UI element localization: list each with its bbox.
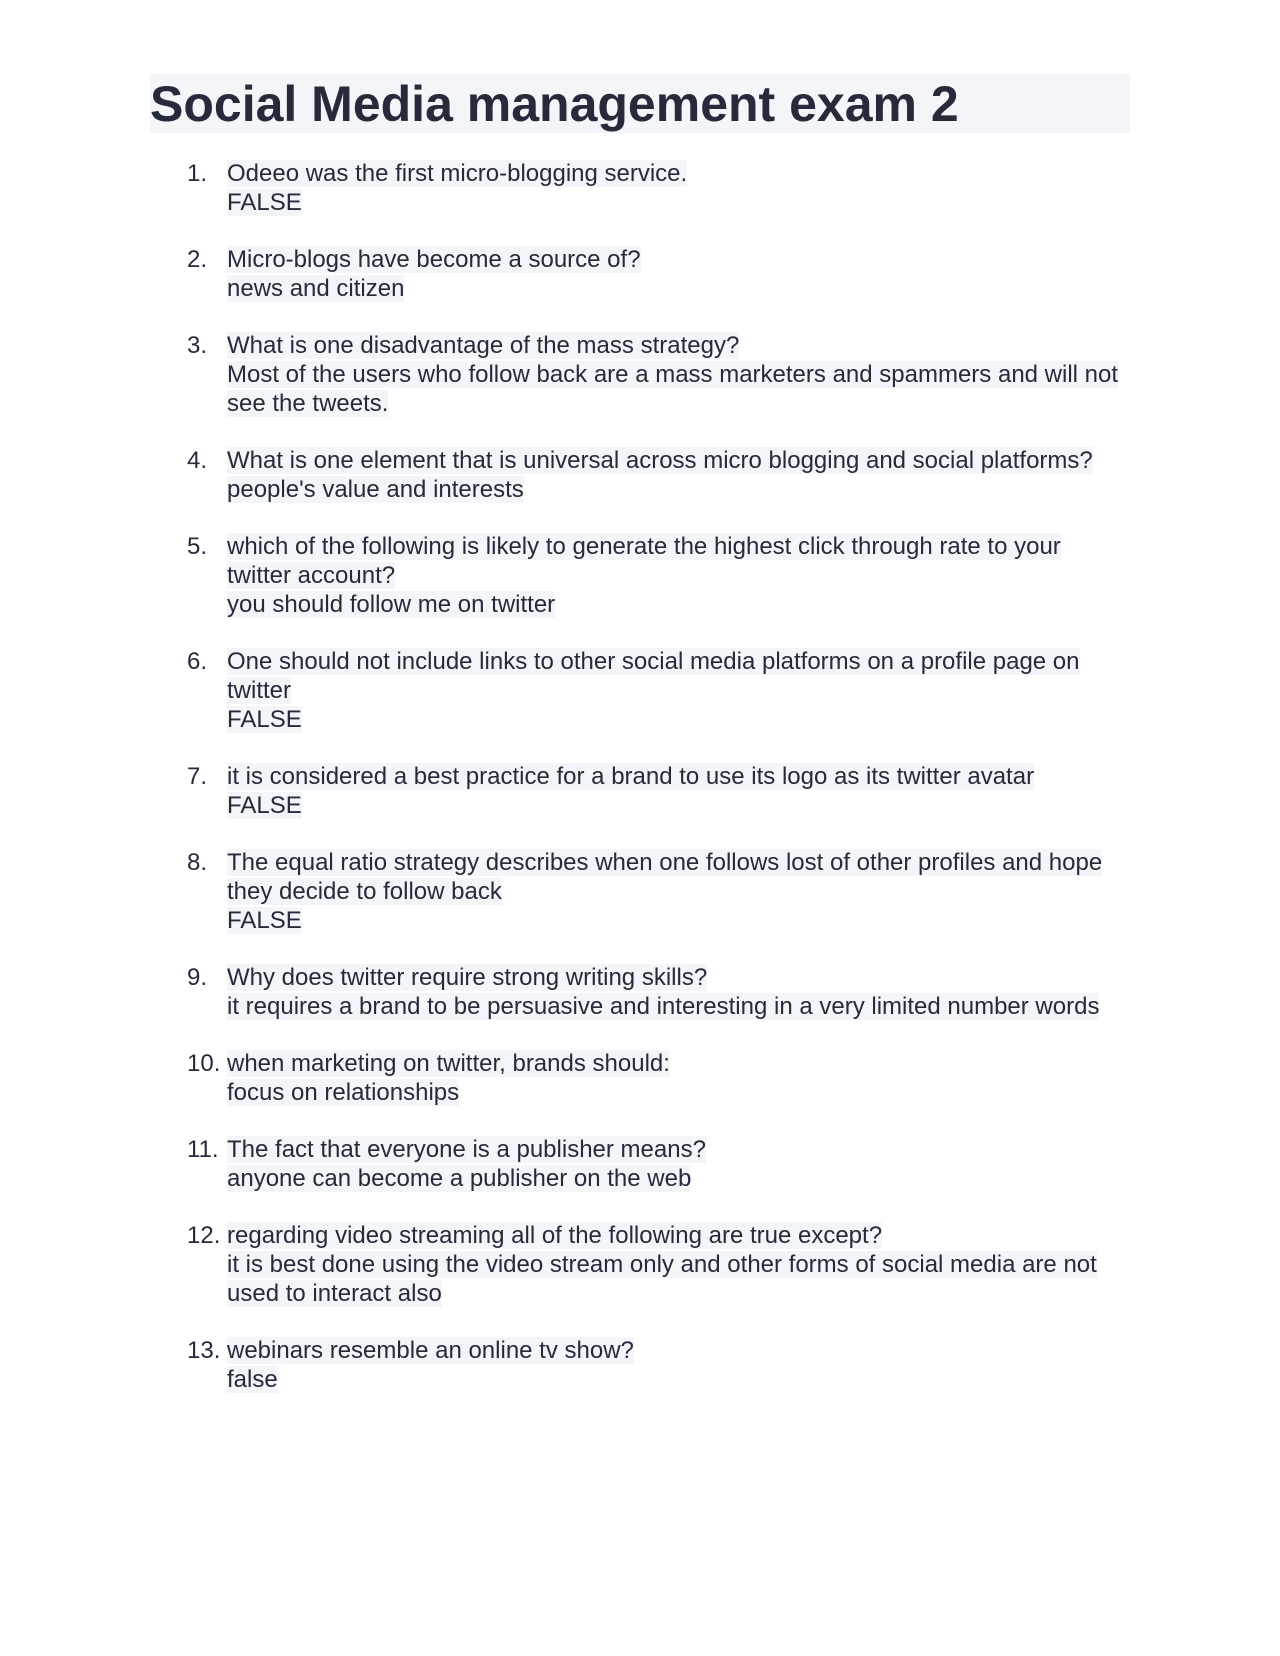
item-number: 9. (187, 964, 208, 991)
list-item (150, 1221, 1130, 1308)
list-item (150, 532, 1130, 619)
list-item (150, 331, 1130, 418)
question-text: Odeeo was the first micro-blogging service. (227, 160, 688, 187)
question-text: which of the following is likely to generate the highest click through rate to your twitter account? (227, 533, 1061, 589)
item-number: 8. (187, 849, 208, 876)
answer-text: focus on relationships (227, 1079, 460, 1106)
list-item (150, 762, 1130, 820)
answer-text: false (227, 1366, 278, 1393)
list-item (150, 647, 1130, 734)
question-text: when marketing on twitter, brands should: (227, 1050, 670, 1077)
item-number: 11. (187, 1136, 219, 1163)
list-item (150, 1336, 1130, 1394)
document-title: Social Media management exam 2 (150, 74, 1130, 133)
question-text: The equal ratio strategy describes when one follows lost of other profiles and hope they decide to follow back (227, 849, 1103, 905)
list-item (150, 1049, 1130, 1107)
question-text: it is considered a best practice for a brand to use its logo as its twitter avatar (227, 763, 1035, 790)
question-list (150, 159, 1130, 1394)
item-number: 3. (187, 332, 208, 359)
item-number: 2. (187, 246, 208, 273)
item-number: 10. (187, 1050, 221, 1077)
answer-text: you should follow me on twitter (227, 591, 556, 618)
list-item (150, 245, 1130, 303)
item-number: 5. (187, 533, 208, 560)
item-number: 13. (187, 1337, 221, 1364)
list-item (150, 848, 1130, 935)
question-text: What is one element that is universal across micro blogging and social platforms? (227, 447, 1093, 474)
list-item (150, 963, 1130, 1021)
question-text: One should not include links to other social media platforms on a profile page on twitter (227, 648, 1080, 704)
question-text: Micro-blogs have become a source of? (227, 246, 641, 273)
answer-text: it requires a brand to be persuasive and interesting in a very limited number words (227, 993, 1100, 1020)
item-number: 1. (187, 160, 208, 187)
answer-text: FALSE (227, 792, 302, 819)
answer-text: FALSE (227, 706, 302, 733)
item-number: 6. (187, 648, 208, 675)
item-number: 7. (187, 763, 208, 790)
question-text: webinars resemble an online tv show? (227, 1337, 634, 1364)
item-number: 12. (187, 1222, 221, 1249)
answer-text: Most of the users who follow back are a mass marketers and spammers and will not see the tweets. (227, 361, 1119, 417)
question-text: The fact that everyone is a publisher means? (227, 1136, 706, 1163)
answer-text: FALSE (227, 189, 302, 216)
question-text: regarding video streaming all of the following are true except? (227, 1222, 883, 1249)
list-item (150, 446, 1130, 504)
answer-text: FALSE (227, 907, 302, 934)
answer-text: anyone can become a publisher on the web (227, 1165, 692, 1192)
answer-text: news and citizen (227, 275, 405, 302)
item-number: 4. (187, 447, 208, 474)
document-page (150, 74, 1130, 1422)
answer-text: people's value and interests (227, 476, 524, 503)
answer-text: it is best done using the video stream only and other forms of social media are not used to interact also (227, 1251, 1097, 1307)
list-item (150, 159, 1130, 217)
question-text: What is one disadvantage of the mass strategy? (227, 332, 740, 359)
question-text: Why does twitter require strong writing skills? (227, 964, 708, 991)
list-item (150, 1135, 1130, 1193)
